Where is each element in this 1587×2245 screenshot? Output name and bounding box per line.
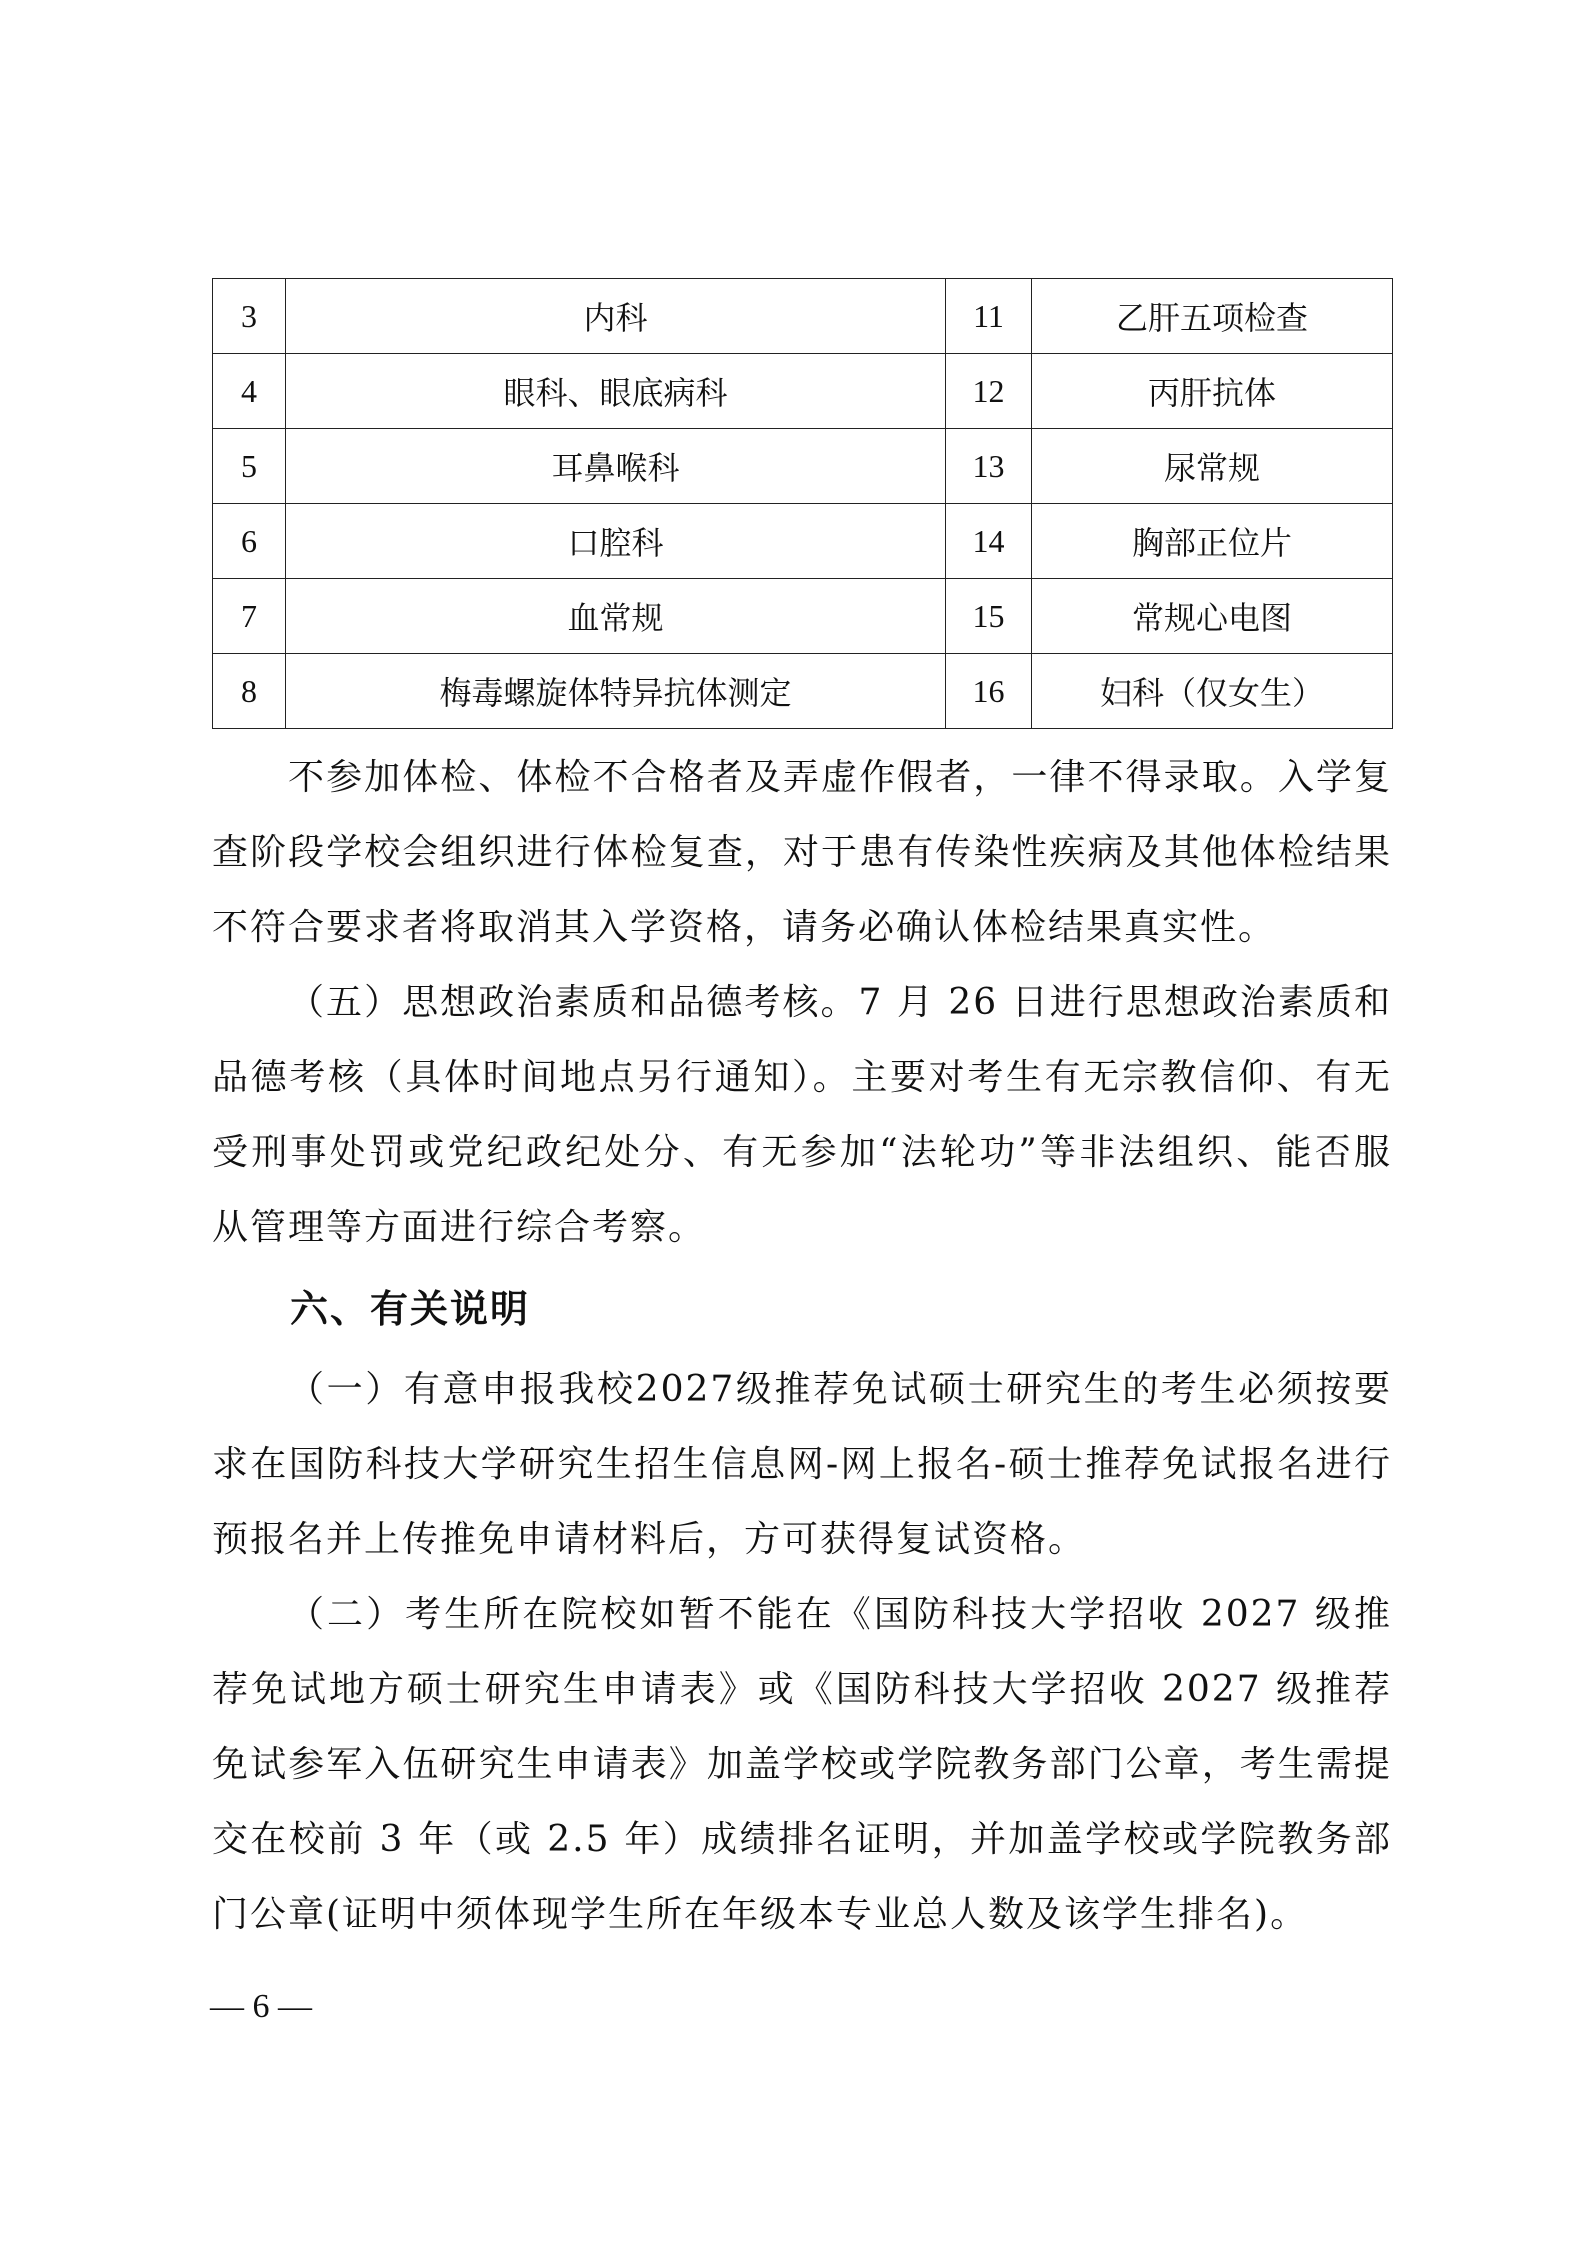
section-heading: 六、有关说明	[290, 1287, 531, 1331]
table-row	[213, 654, 1393, 729]
exam-item: 丙肝抗体	[1032, 354, 1393, 429]
exam-item: 常规心电图	[1032, 579, 1393, 654]
exam-item: 妇科（仅女生）	[1032, 654, 1393, 729]
exam-item: 口腔科	[286, 504, 946, 579]
exam-item: 内科	[286, 279, 946, 354]
item-number: 15	[946, 579, 1032, 654]
page-number: — 6 —	[210, 1988, 312, 2025]
table-row	[213, 429, 1393, 504]
item-number: 5	[213, 429, 286, 504]
table-row	[213, 279, 1393, 354]
item-number: 13	[946, 429, 1032, 504]
item-number: 3	[213, 279, 286, 354]
exam-item: 血常规	[286, 579, 946, 654]
political-review-paragraph: （五）思想政治素质和品德考核。7 月 26 日进行思想政治素质和品德考核（具体时间地点另行通知）。主要对考生有无宗教信仰、有无受刑事处罚或党纪政纪处分、有无参加“法轮功”等非法组织、能否服从管理等方面进行综合考察。	[212, 982, 1392, 1248]
item-number: 6	[213, 504, 286, 579]
exam-fraud-paragraph: 不参加体检、体检不合格者及弄虚作假者，一律不得录取。入学复查阶段学校会组织进行体检复查，对于患有传染性疾病及其他体检结果不符合要求者将取消其入学资格，请务必确认体检结果真实性。	[212, 757, 1392, 948]
exam-item: 乙肝五项检查	[1032, 279, 1393, 354]
exam-item: 耳鼻喉科	[286, 429, 946, 504]
exam-item: 尿常规	[1032, 429, 1393, 504]
registration-paragraph: （一）有意申报我校2027级推荐免试硕士研究生的考生必须按要求在国防科技大学研究生招生信息网-网上报名-硕士推荐免试报名进行预报名并上传推免申请材料后，方可获得复试资格。	[212, 1369, 1392, 1560]
exam-item: 梅毒螺旋体特异抗体测定	[286, 654, 946, 729]
exam-item: 胸部正位片	[1032, 504, 1393, 579]
item-number: 8	[213, 654, 286, 729]
item-number: 4	[213, 354, 286, 429]
table-row	[213, 504, 1393, 579]
medical-exam-table	[212, 278, 1393, 729]
item-number: 16	[946, 654, 1032, 729]
item-number: 14	[946, 504, 1032, 579]
item-number: 11	[946, 279, 1032, 354]
exam-item: 眼科、眼底病科	[286, 354, 946, 429]
item-number: 7	[213, 579, 286, 654]
table-row	[213, 354, 1393, 429]
item-number: 12	[946, 354, 1032, 429]
table-row	[213, 579, 1393, 654]
seal-requirement-paragraph: （二）考生所在院校如暂不能在《国防科技大学招收 2027 级推荐免试地方硕士研究生申请表》或《国防科技大学招收 2027 级推荐免试参军入伍研究生申请表》加盖学校或学院教务部门公章，考生需提交在校前 3 年（或 2.5 年）成绩排名证明，并加盖学校或学院教务部门公章(证明中须体现学生所在年级本专业总人数及该学生排名)。	[212, 1594, 1392, 1935]
